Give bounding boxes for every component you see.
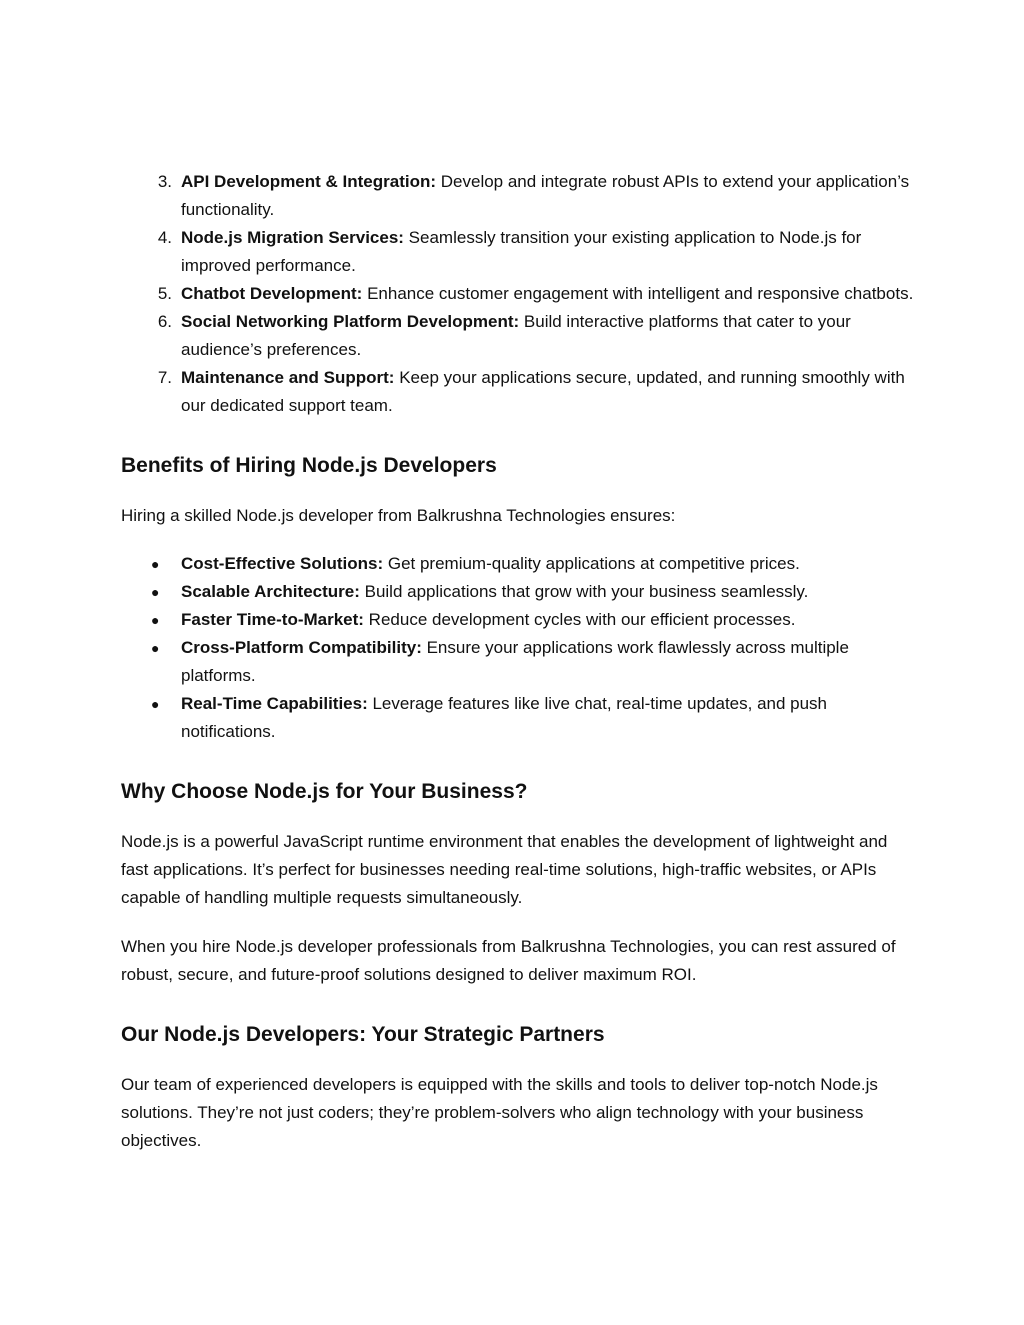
item-text: Enhance customer engagement with intelligent and responsive chatbots.	[362, 284, 914, 303]
item-text: Build applications that grow with your business seamlessly.	[359, 582, 809, 601]
benefits-intro: Hiring a skilled Node.js developer from Balkrushna Technologies ensures:	[121, 506, 676, 525]
list-number: 5.	[157, 284, 172, 303]
item-title: Cross-Platform Compatibility:	[181, 638, 422, 657]
list-item	[121, 690, 914, 746]
paragraph: When you hire Node.js developer professionals from Balkrushna Technologies, you can rest assured of robust, secure, and future-proof solutions designed to deliver maximum ROI.	[121, 937, 896, 984]
item-text: Reduce development cycles with our efficient processes.	[363, 610, 796, 629]
item-title: Cost-Effective Solutions:	[181, 554, 384, 573]
list-item	[121, 578, 914, 606]
item-title: API Development & Integration:	[181, 172, 437, 191]
list-item	[121, 224, 914, 280]
item-title: Chatbot Development:	[181, 284, 363, 303]
item-text: Develop and integrate robust APIs to extend your application’s functionality.	[181, 172, 910, 219]
list-item	[121, 168, 914, 224]
item-text: Seamlessly transition your existing application to Node.js for improved performance.	[181, 228, 862, 275]
item-title: Node.js Migration Services:	[181, 228, 404, 247]
bullet-icon: ●	[151, 556, 160, 572]
list-number: 6.	[157, 312, 172, 331]
bullet-icon: ●	[151, 612, 160, 628]
item-title: Real-Time Capabilities:	[181, 694, 368, 713]
bullet-icon: ●	[151, 640, 160, 656]
item-title: Faster Time-to-Market:	[181, 610, 364, 629]
item-text: Get premium-quality applications at competitive prices.	[383, 554, 800, 573]
list-item	[121, 634, 914, 690]
item-text: Build interactive platforms that cater to your audience’s preferences.	[181, 312, 851, 359]
list-number: 7.	[157, 368, 172, 387]
item-text: Leverage features like live chat, real-time updates, and push notifications.	[181, 694, 828, 741]
list-item	[121, 606, 914, 634]
section-heading-partners: Our Node.js Developers: Your Strategic Partners	[121, 1023, 605, 1046]
list-number: 4.	[157, 228, 172, 247]
benefits-bullet-list	[121, 550, 914, 746]
list-item	[121, 364, 914, 420]
item-text: Keep your applications secure, updated, and running smoothly with our dedicated support team.	[181, 368, 905, 415]
paragraph: Our team of experienced developers is equipped with the skills and tools to deliver top-notch Node.js solutions. They’re not just coders; they’re problem-solvers who align technology with your business objectives.	[121, 1075, 878, 1150]
list-item	[121, 280, 914, 308]
list-item	[121, 550, 914, 578]
paragraph: Node.js is a powerful JavaScript runtime environment that enables the development of lightweight and fast applications. It’s perfect for businesses needing real-time solutions, high-traffic websites, or APIs capable of handling multiple requests simultaneously.	[121, 832, 888, 907]
item-text: Ensure your applications work flawlessly across multiple platforms.	[181, 638, 849, 685]
list-number: 3.	[157, 172, 172, 191]
item-title: Maintenance and Support:	[181, 368, 395, 387]
item-title: Scalable Architecture:	[181, 582, 360, 601]
section-heading-why: Why Choose Node.js for Your Business?	[121, 780, 528, 803]
list-item	[121, 308, 914, 364]
bullet-icon: ●	[151, 696, 160, 712]
item-title: Social Networking Platform Development:	[181, 312, 520, 331]
section-heading-benefits: Benefits of Hiring Node.js Developers	[121, 454, 497, 477]
bullet-icon: ●	[151, 584, 160, 600]
services-numbered-list	[121, 168, 914, 420]
